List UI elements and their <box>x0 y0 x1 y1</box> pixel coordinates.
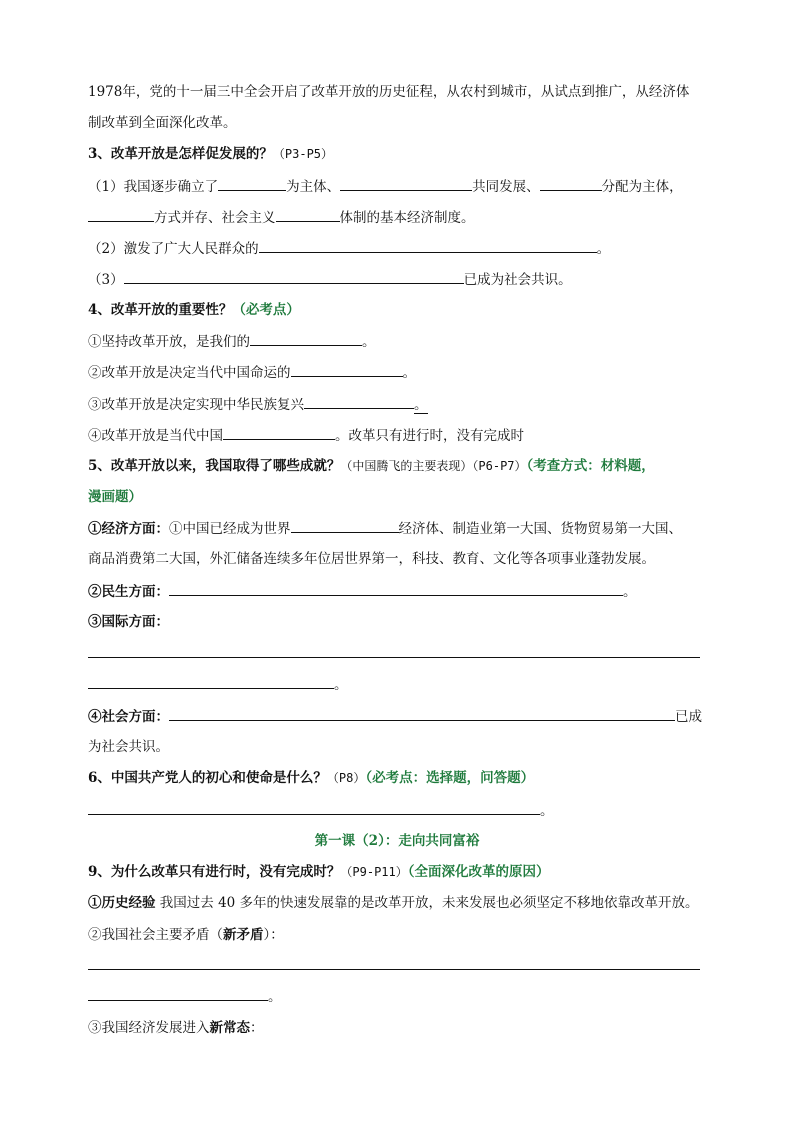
q9-contradiction <box>88 925 708 945</box>
q5-page-ref: （中国腾飞的主要表现）（P6-P7） <box>340 459 527 473</box>
fill-blank[interactable] <box>169 706 675 721</box>
fill-blank[interactable] <box>291 362 403 377</box>
q5-society-label: ④社会方面： <box>88 709 169 725</box>
answer-rule[interactable] <box>88 657 700 658</box>
fill-blank[interactable] <box>88 674 334 689</box>
q5-international-label-line <box>88 612 708 632</box>
q3-page-ref: （P3-P5） <box>272 147 334 161</box>
intro-line-2: 制改革到全面深化改革。 <box>88 115 237 131</box>
q4-item-2 <box>88 362 708 383</box>
q9-economy <box>88 1018 708 1038</box>
q3-i1-text-b: 为主体、 <box>286 179 341 195</box>
q3-i1-text-f: 体制的基本经济制度。 <box>339 210 475 226</box>
q5-livelihood-label: ②民生方面： <box>88 584 169 600</box>
q4-i4-text-b: 。改革只有进行时，没有完成时 <box>335 428 524 444</box>
fill-blank[interactable] <box>169 581 623 596</box>
fill-blank[interactable] <box>88 207 154 222</box>
q3-i1-text-d: 分配为主体， <box>601 179 683 195</box>
q5-society-line-1 <box>88 706 708 727</box>
q5-economy-line-1 <box>88 518 708 539</box>
q6-answer-line <box>88 800 708 821</box>
q3-title-text: 3、改革开放是怎样促发展的？ <box>88 146 273 162</box>
q4-title-text: 4、改革开放的重要性？ <box>88 302 233 318</box>
q4-item-1 <box>88 331 708 352</box>
q3-item-2 <box>88 238 708 259</box>
section-heading: 第一课（2）：走向共同富裕 <box>314 833 480 849</box>
q9-contradiction-text-c: ）： <box>263 927 284 943</box>
q9-page-ref: （P9-P11） <box>340 865 408 879</box>
q4-i4-text-a: ④改革开放是当代中国 <box>88 428 223 444</box>
q9-economy-text-b: 新常态 <box>209 1020 250 1036</box>
fill-blank[interactable] <box>88 986 268 1001</box>
q4-i2-text-a: ②改革开放是决定当代中国命运的 <box>88 365 291 381</box>
q5-tag-1: （考查方式：材料题， <box>526 458 655 474</box>
q5-international-end: 。 <box>334 677 348 693</box>
q4-i1-text-b: 。 <box>362 334 376 350</box>
q3-i1-text-e: 方式并存、社会主义 <box>154 210 276 226</box>
q3-i1-text-a: （1）我国逐步确立了 <box>88 179 219 195</box>
fill-blank[interactable] <box>223 425 335 440</box>
q9-history-label: ①历史经验 <box>88 895 156 911</box>
q9-economy-text-a: ③我国经济发展进入 <box>88 1020 210 1036</box>
question-4-title <box>88 300 708 320</box>
q3-item-3 <box>88 269 708 290</box>
question-5-title <box>88 456 708 476</box>
q5-international-line-2 <box>88 674 708 695</box>
q4-item-4 <box>88 425 708 446</box>
q3-i2-text-b: 。 <box>596 241 611 257</box>
q5-society-end-1: 已成 <box>675 709 702 725</box>
q5-economy-line-2: 商品消费第二大国，外汇储备连续多年位居世界第一，科技、教育、文化等各项事业蓬勃发展。 <box>88 551 655 567</box>
q3-item-1-line-2 <box>88 207 708 228</box>
fill-blank[interactable] <box>291 518 399 533</box>
intro-line-1: 1978年，党的十一届三中全会开启了改革开放的历史征程，从农村到城市，从试点到推广，从经济体 <box>88 84 690 100</box>
q9-contradiction-text-b: 新矛盾 <box>223 927 264 943</box>
fill-blank[interactable] <box>218 176 286 191</box>
q4-i3-text-a: ③改革开放是决定实现中华民族复兴 <box>88 397 304 413</box>
q5-livelihood-end: 。 <box>623 584 637 600</box>
q4-tag: （必考点） <box>232 302 300 318</box>
q3-i1-text-c: 共同发展、 <box>472 179 540 195</box>
fill-blank[interactable] <box>250 331 362 346</box>
question-5-title-cont <box>88 487 708 507</box>
fill-blank[interactable] <box>304 394 414 409</box>
fill-blank[interactable] <box>124 269 464 284</box>
q5-economy-text-b: 经济体、制造业第一大国、货物贸易第一大国、 <box>398 521 682 537</box>
fill-blank[interactable] <box>88 800 540 815</box>
q3-i3-text-b: 已成为社会共识。 <box>463 272 572 288</box>
q6-title-text: 6、中国共产党人的初心和使命是什么？ <box>88 770 327 786</box>
q5-title-text: 5、改革开放以来，我国取得了哪些成就？ <box>88 458 341 474</box>
q5-livelihood <box>88 581 708 602</box>
q9-contradiction-line-2 <box>88 986 708 1007</box>
q5-society-line-2: 为社会共识。 <box>88 739 169 755</box>
q5-economy-label: ①经济方面： <box>88 521 169 537</box>
fill-blank[interactable] <box>340 176 472 191</box>
q9-history-text: 我国过去 40 多年的快速发展靠的是改革开放，未来发展也必须坚定不移地依靠改革开放。 <box>155 895 699 911</box>
answer-rule[interactable] <box>88 969 700 970</box>
q9-economy-text-c: ： <box>250 1020 264 1036</box>
q4-item-3 <box>88 394 708 415</box>
fill-blank[interactable] <box>259 238 597 253</box>
q6-end: 。 <box>540 803 554 819</box>
fill-blank[interactable] <box>276 207 340 222</box>
q9-contradiction-end: 。 <box>268 989 282 1005</box>
q6-page-ref: （P8） <box>326 771 366 785</box>
q9-history <box>88 893 708 913</box>
q3-item-1-line-1 <box>88 176 708 197</box>
q3-i3-text-a: （3） <box>88 272 124 288</box>
q4-i1-text-a: ①坚持改革开放，是我们的 <box>88 334 250 350</box>
q3-i2-text-a: （2）激发了广大人民群众的 <box>88 241 259 257</box>
q5-economy-text-a: ①中国已经成为世界 <box>169 521 291 537</box>
question-6-title <box>88 768 708 788</box>
q5-tag-2: 漫画题） <box>88 489 142 505</box>
q6-tag: （必考点：选择题，问答题） <box>365 770 535 786</box>
q9-tag: （全面深化改革的原因） <box>407 864 550 880</box>
question-3-title <box>88 144 708 164</box>
fill-blank[interactable] <box>540 176 602 191</box>
q9-title-text: 9、为什么改革只有进行时，没有完成时？ <box>88 864 341 880</box>
q5-international-label: ③国际方面： <box>88 614 169 630</box>
q9-contradiction-text-a: ②我国社会主要矛盾（ <box>88 927 223 943</box>
q4-i2-text-b: 。 <box>402 365 416 381</box>
q4-i3-text-b: 。 <box>414 397 428 413</box>
question-9-title <box>88 862 708 882</box>
